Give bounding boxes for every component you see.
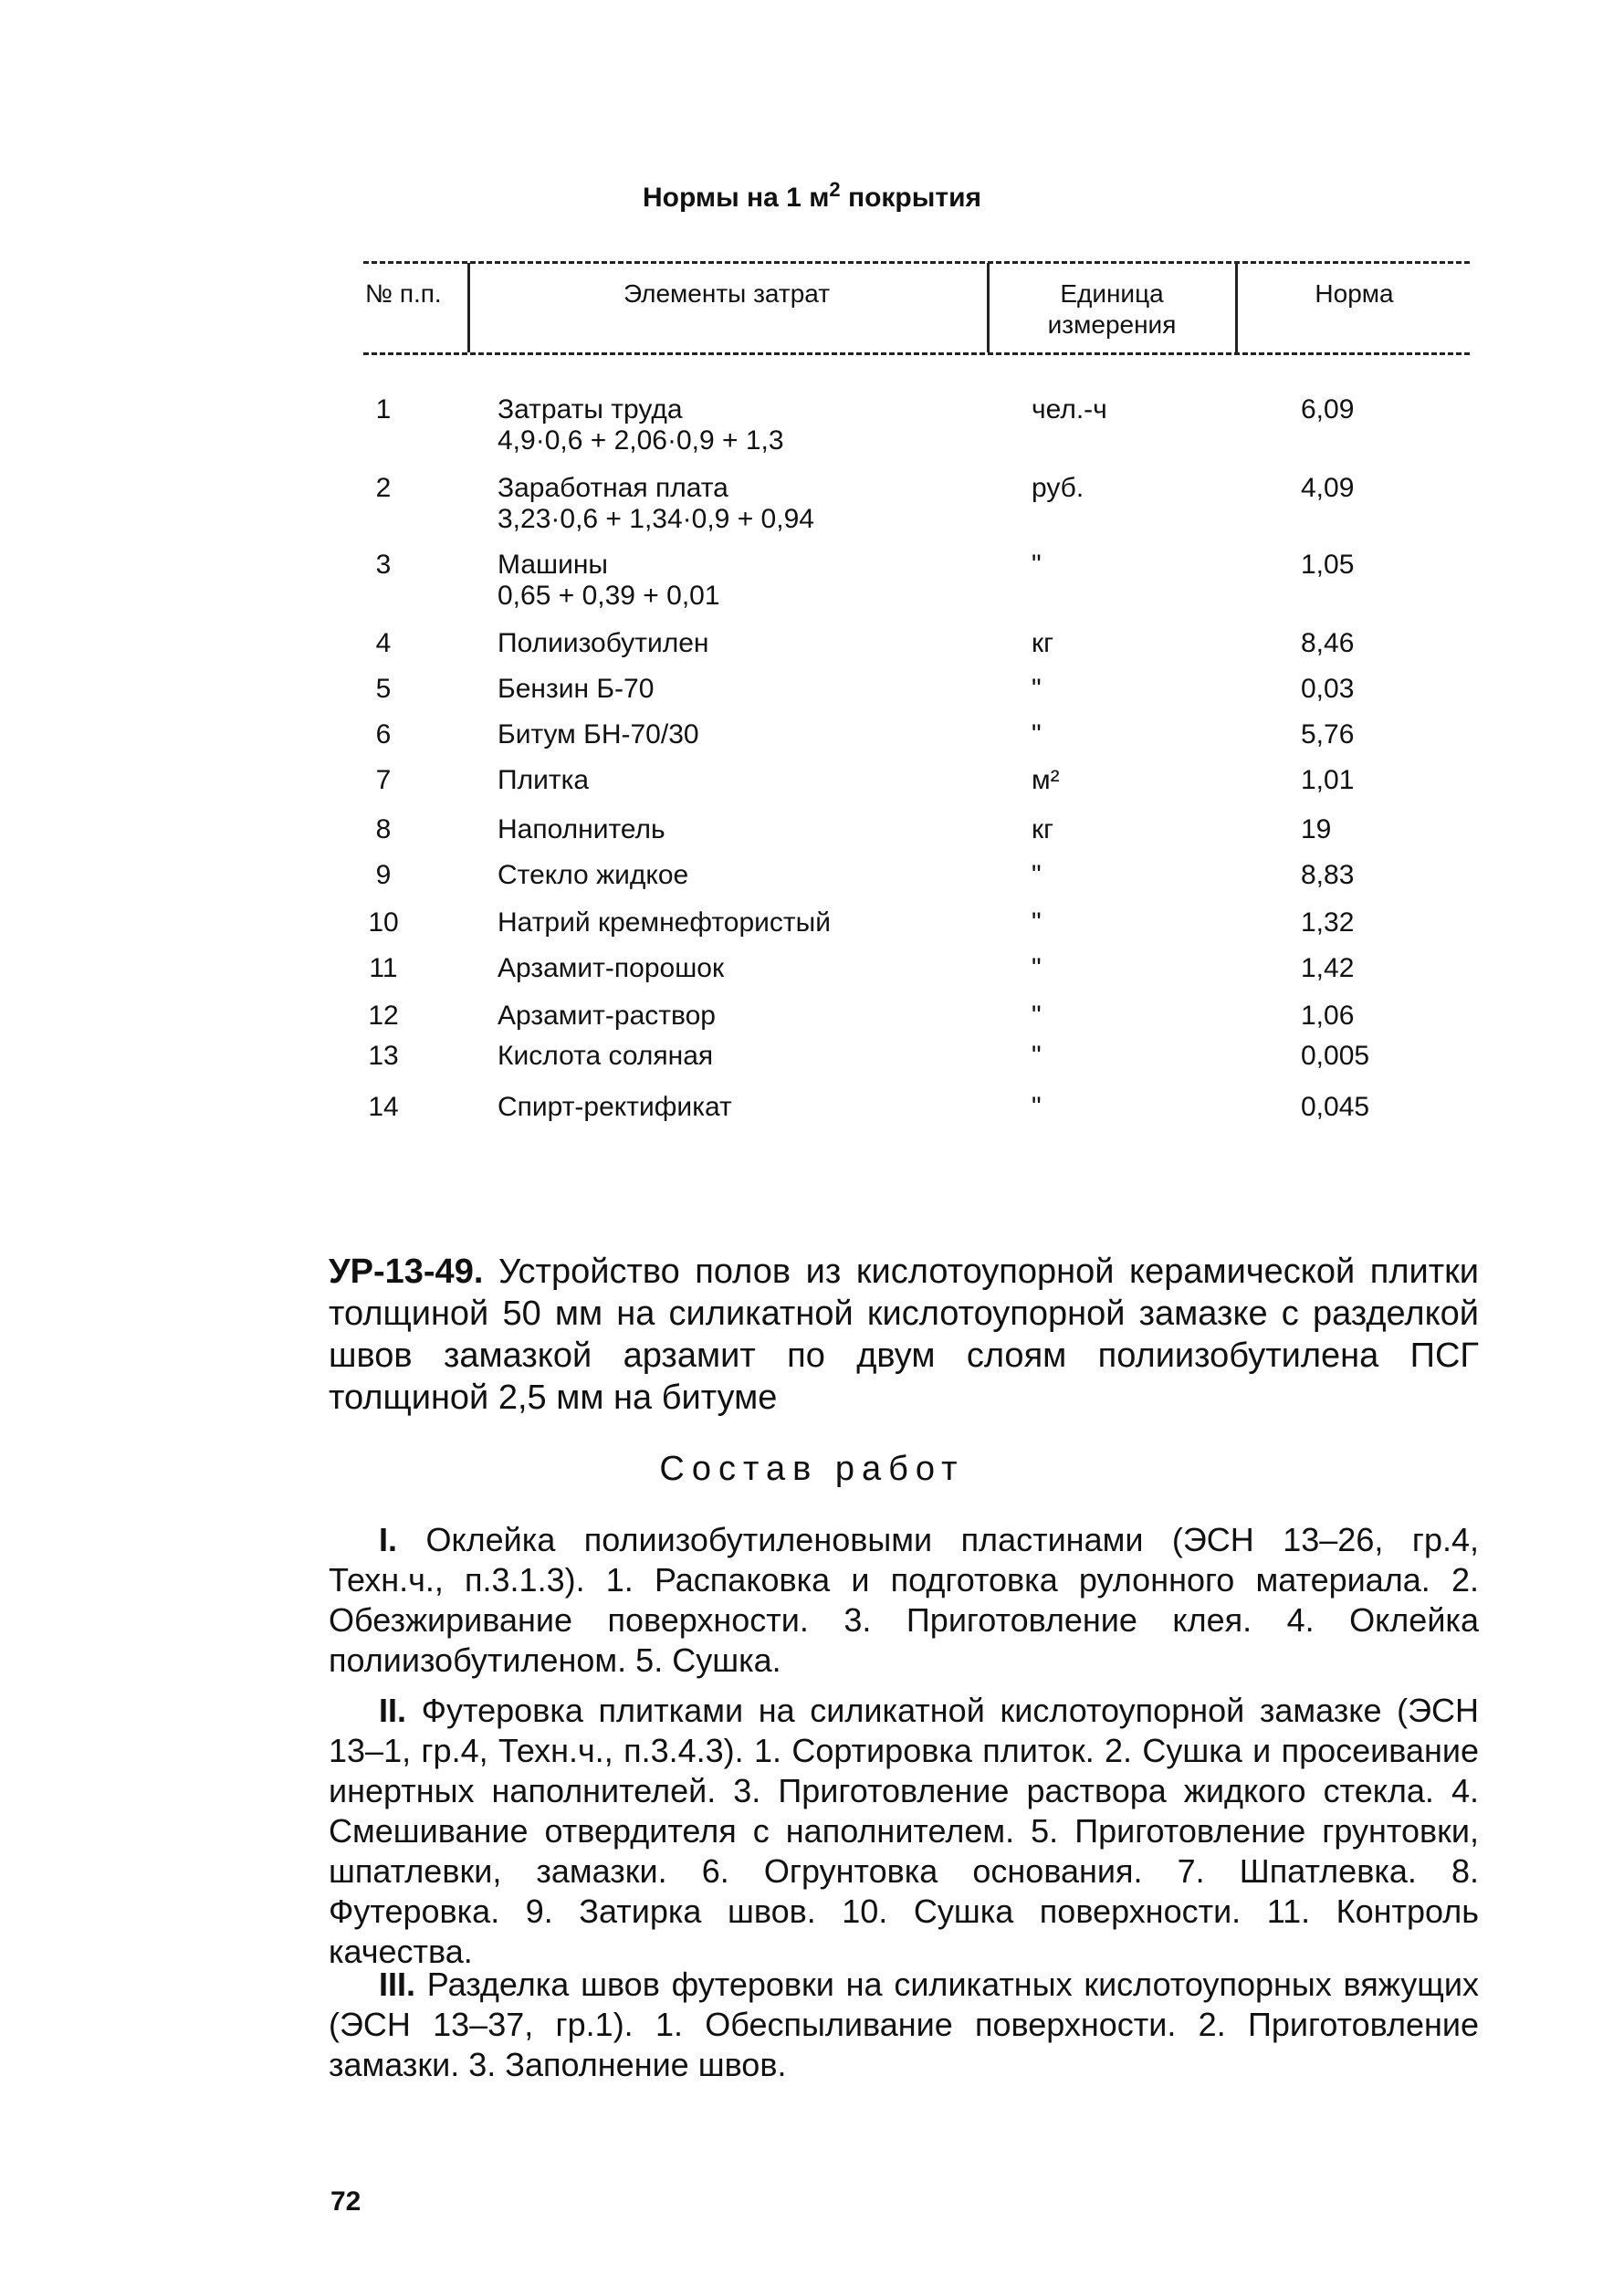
table-title-text: Нормы на 1 м — [642, 183, 830, 213]
row-element — [498, 860, 990, 891]
header-unit-line1: Единица — [1060, 279, 1164, 308]
section-code: УР-13-49. — [329, 1253, 484, 1291]
row-element-formula: 3,23·0,6 + 1,34·0,9 + 0,94 — [498, 504, 814, 534]
header-norm: Норма — [1315, 279, 1394, 308]
row-norm: 8,83 — [1301, 860, 1355, 890]
row-element — [498, 1001, 990, 1032]
row-element — [498, 1092, 990, 1123]
row-norm: 1,05 — [1301, 550, 1355, 580]
row-element-formula: 4,9·0,6 + 2,06·0,9 + 1,3 — [498, 425, 784, 456]
row-element-name: Кислота соляная — [498, 1041, 714, 1071]
table-top-rule — [363, 261, 1470, 264]
composition-heading: Состав работ — [659, 1450, 965, 1488]
header-elements: Элементы затрат — [623, 279, 831, 308]
row-element-name: Полиизобутилен — [498, 628, 709, 658]
row-element-name: Спирт-ректификат — [498, 1092, 732, 1122]
row-element-name: Битум БН-70/30 — [498, 719, 699, 750]
work-paragraph — [329, 1520, 1479, 1681]
row-number: 5 — [375, 674, 392, 704]
row-unit: чел.-ч — [1032, 394, 1107, 425]
paragraph-text: Разделка швов футеровки на силикатных кислотоупорных вяжущих (ЭСН 13–37, гр.1). 1. Обеспыливание поверхности. 2. Приготовление замазки. 3. Заполнение швов. — [329, 1966, 1479, 2083]
row-element-name: Арзамит-раствор — [498, 1001, 716, 1031]
row-unit: м² — [1032, 765, 1060, 795]
table-title-superscript: 2 — [829, 178, 841, 201]
row-number: 3 — [375, 550, 392, 580]
row-element-name: Наполнитель — [498, 814, 665, 844]
row-number: 13 — [368, 1041, 399, 1071]
row-element-name: Бензин Б-70 — [498, 674, 655, 704]
row-element-name: Стекло жидкое — [498, 860, 689, 890]
row-norm: 5,76 — [1301, 719, 1355, 750]
paragraph-number: II. — [379, 1692, 407, 1729]
row-norm: 1,32 — [1301, 907, 1355, 938]
table-header-divider — [987, 263, 990, 352]
row-number: 11 — [369, 953, 398, 983]
row-element-formula: 0,65 + 0,39 + 0,01 — [498, 581, 720, 611]
paragraph-text: Оклейка полиизобутиленовыми пластинами (ЭСН 13–26, гр.4, Техн.ч., п.3.1.3). 1. Распаковка и подготовка рулонного материала. 2. Обезжиривание поверхности. 3. Приготовление клея. 4. Оклейка полиизобутиленом. 5. Сушка. — [329, 1521, 1479, 1679]
row-unit: " — [1032, 550, 1042, 580]
header-unit — [990, 278, 1233, 341]
row-element — [498, 719, 990, 750]
header-number: № п.п. — [365, 279, 442, 308]
row-norm: 0,03 — [1301, 674, 1355, 704]
row-element — [498, 674, 990, 705]
row-element-name: Натрий кремнефтористый — [498, 907, 831, 938]
row-number: 6 — [375, 719, 392, 750]
row-unit: " — [1032, 674, 1042, 704]
row-element — [498, 394, 990, 456]
row-element — [498, 1041, 990, 1072]
row-norm: 0,005 — [1301, 1041, 1370, 1071]
row-element — [498, 765, 990, 796]
row-unit: " — [1032, 1001, 1042, 1031]
row-norm: 4,09 — [1301, 473, 1355, 503]
row-unit: " — [1032, 719, 1042, 750]
row-number: 8 — [375, 814, 392, 844]
page-number: 72 — [330, 2186, 361, 2217]
paragraph-number: III. — [379, 1966, 416, 2003]
row-unit: " — [1032, 907, 1042, 938]
row-unit: " — [1032, 860, 1042, 890]
work-paragraph — [329, 1965, 1479, 2085]
table-header-bottom-rule — [363, 352, 1470, 355]
section-title-text: Устройство полов из кислотоупорной керамической плитки толщиной 50 мм на силикатной кислотоупорной замазке с разделкой швов замазкой арзамит по двум слоям полиизобутилена ПСГ толщиной 2,5 мм на битуме — [329, 1253, 1479, 1417]
row-unit: руб. — [1032, 473, 1084, 503]
row-element-name: Плитка — [498, 765, 590, 795]
row-unit: " — [1032, 953, 1042, 983]
row-element — [498, 814, 990, 845]
row-number: 4 — [375, 628, 392, 658]
row-element-name: Заработная плата — [498, 473, 728, 503]
row-norm: 19 — [1301, 814, 1332, 844]
row-element — [498, 628, 990, 659]
row-element — [498, 907, 990, 938]
row-element — [498, 473, 990, 535]
row-element-name: Затраты труда — [498, 394, 683, 425]
row-element — [498, 953, 990, 984]
row-number: 14 — [368, 1092, 399, 1122]
row-norm: 1,01 — [1301, 765, 1355, 795]
row-unit: кг — [1032, 814, 1054, 844]
header-unit-line2: измерения — [1047, 310, 1177, 339]
row-element-name: Арзамит-порошок — [498, 953, 725, 983]
row-unit: " — [1032, 1092, 1042, 1122]
row-number: 9 — [375, 860, 392, 890]
row-number: 2 — [375, 473, 392, 503]
row-number: 7 — [375, 765, 392, 795]
table-title — [0, 178, 1624, 214]
table-title-suffix: покрытия — [840, 183, 982, 213]
row-unit: кг — [1032, 628, 1054, 658]
row-norm: 8,46 — [1301, 628, 1355, 658]
row-number: 1 — [375, 394, 392, 425]
row-element-name: Машины — [498, 550, 608, 580]
row-number: 12 — [368, 1001, 399, 1031]
row-norm: 0,045 — [1301, 1092, 1370, 1122]
table-header-divider — [1235, 263, 1238, 352]
row-number: 10 — [368, 907, 399, 938]
paragraph-text: Футеровка плитками на силикатной кислотоупорной замазке (ЭСН 13–1, гр.4, Техн.ч., п.3.4.3). 1. Сортировка плиток. 2. Сушка и просеивание инертных наполнителей. 3. Приготовление раствора жидкого стекла. 4. Смешивание отвердителя с наполнителем. 5. Приготовление грунтовки, шпатлевки, замазки. 6. Огрунтовка основания. 7. Шпатлевка. 8. Футеровка. 9. Затирка швов. 10. Сушка поверхности. 11. Контроль качества. — [329, 1692, 1479, 1970]
row-unit: " — [1032, 1041, 1042, 1071]
work-paragraph — [329, 1691, 1479, 1972]
row-norm: 1,06 — [1301, 1001, 1355, 1031]
row-element — [498, 550, 990, 612]
paragraph-number: I. — [379, 1521, 398, 1558]
row-norm: 6,09 — [1301, 394, 1355, 425]
section-title — [329, 1251, 1479, 1419]
row-norm: 1,42 — [1301, 953, 1355, 983]
